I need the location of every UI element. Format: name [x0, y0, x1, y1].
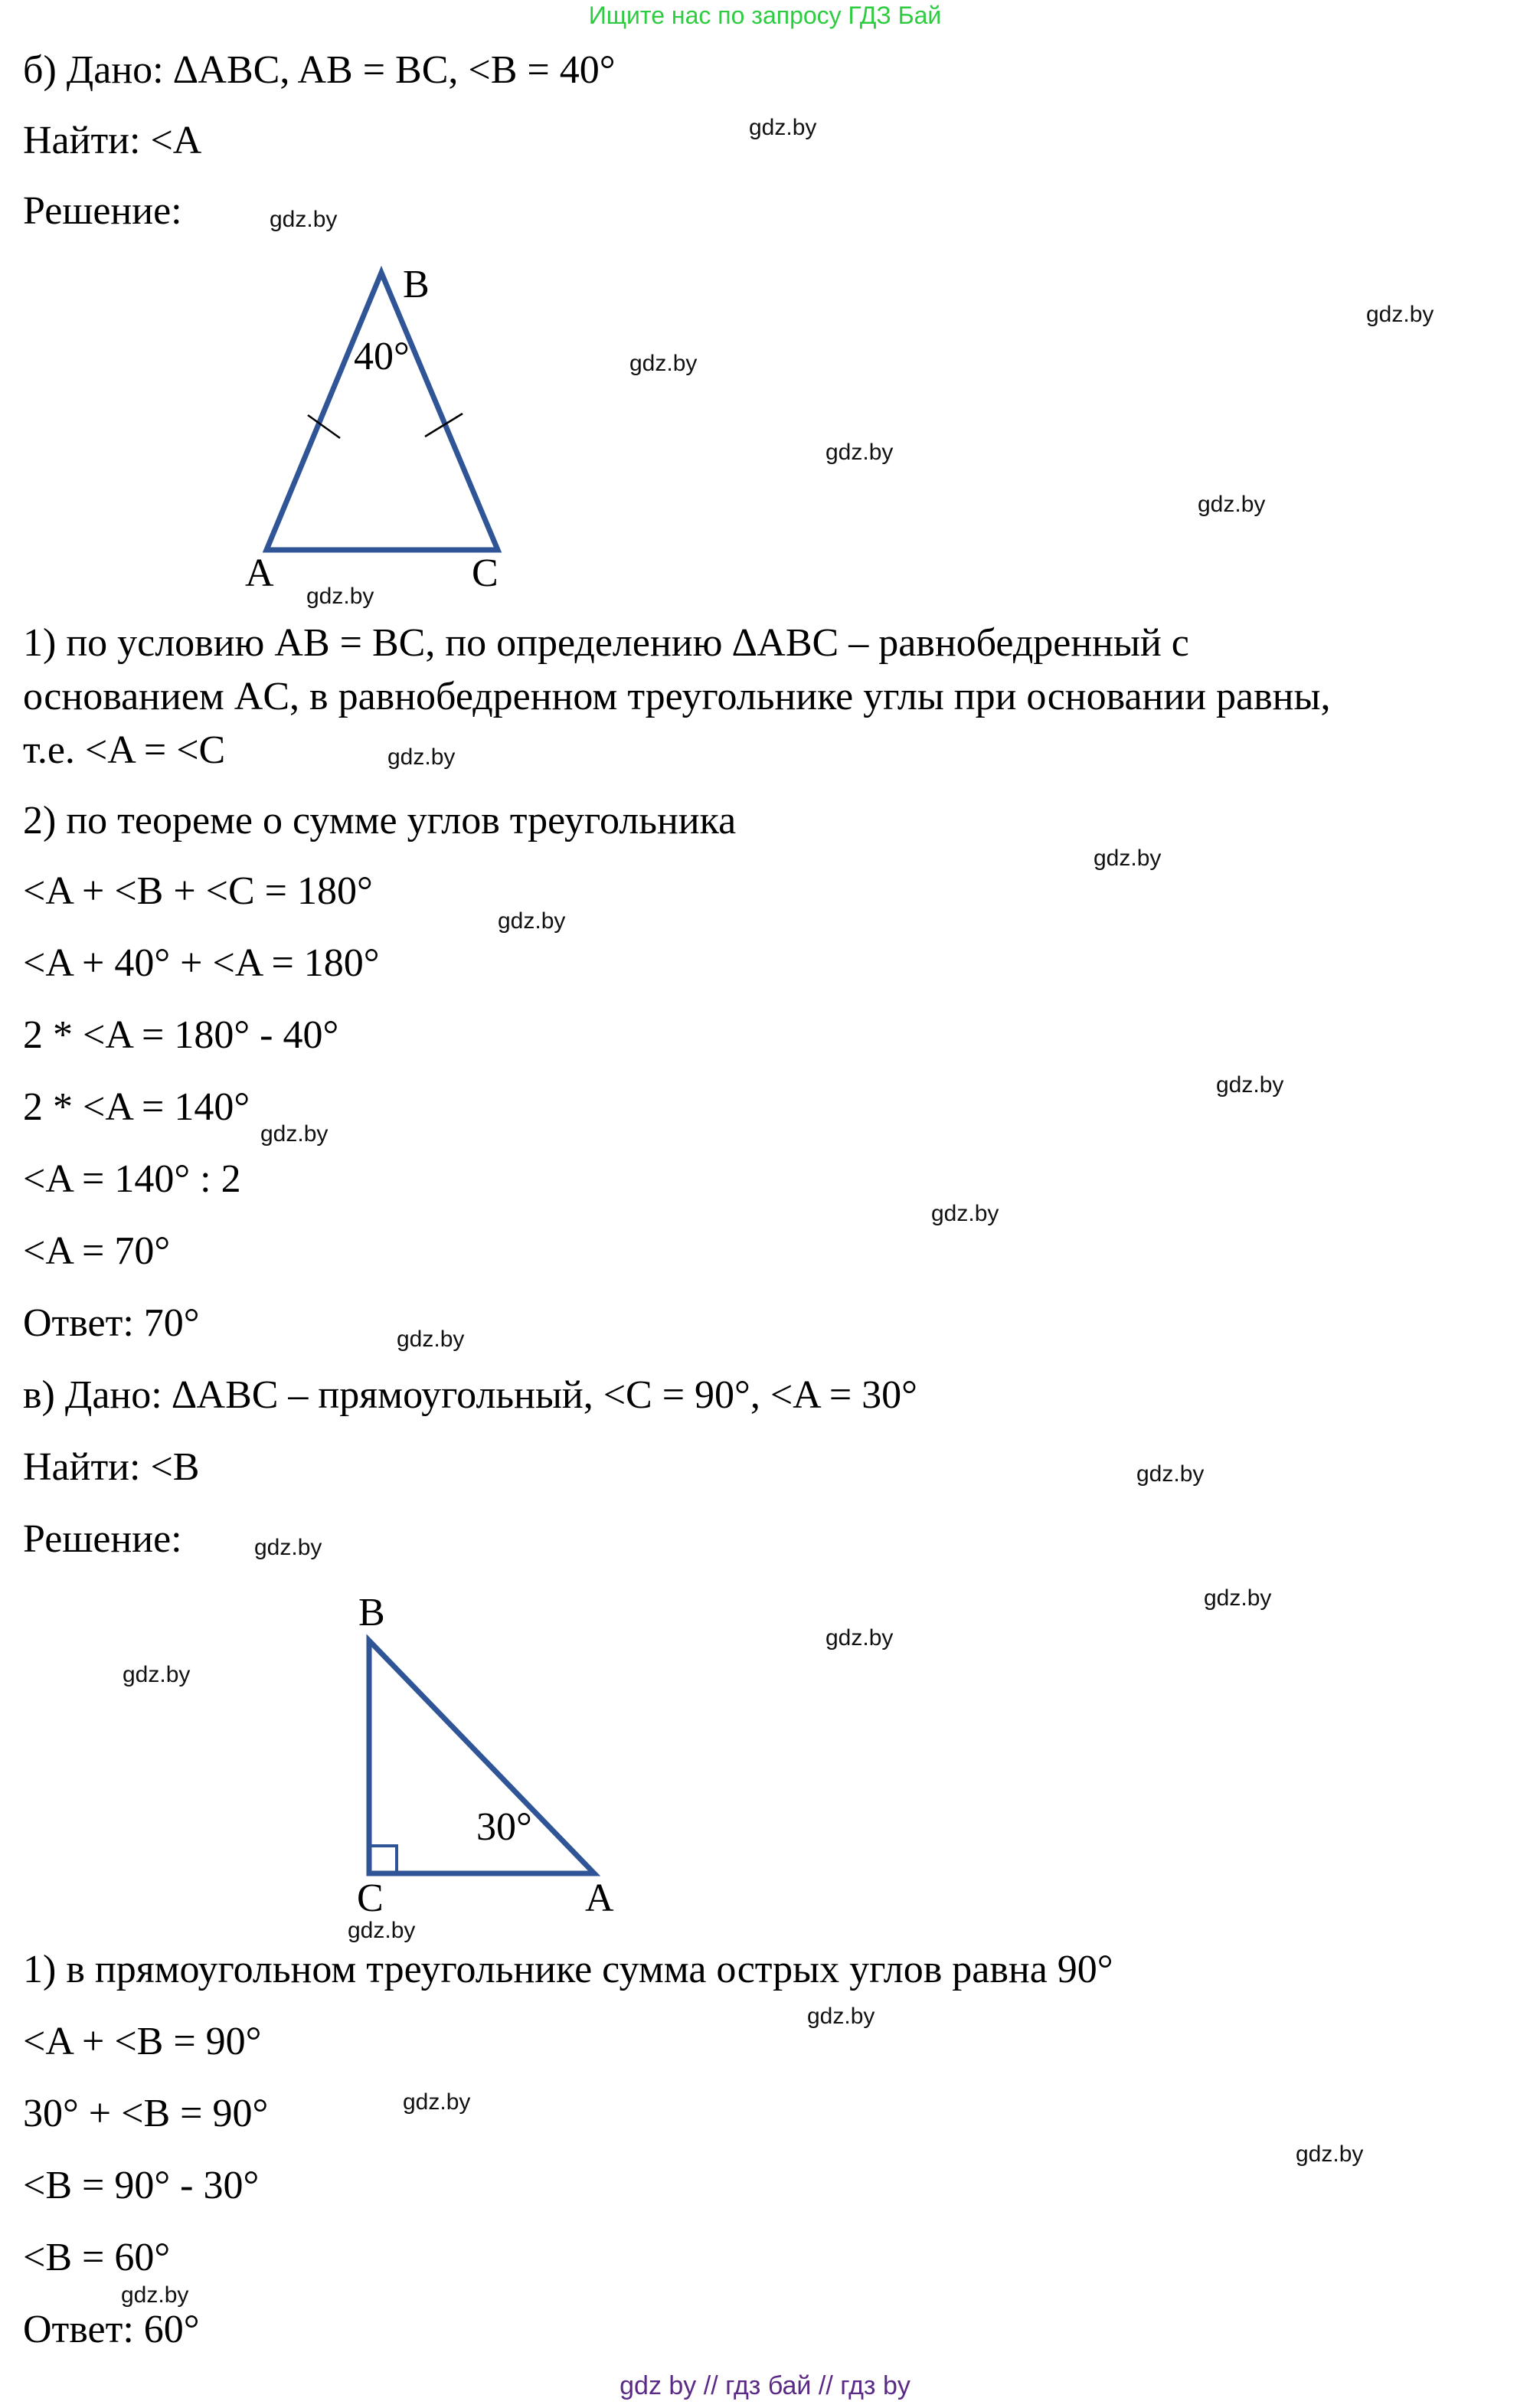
- vertex-label-a: A: [245, 551, 274, 595]
- part-b-answer: Ответ: 70°: [23, 1301, 200, 1345]
- watermark: gdz.by: [121, 2282, 189, 2308]
- watermark: gdz.by: [825, 440, 894, 465]
- watermark: gdz.by: [1216, 1072, 1284, 1098]
- part-b-find: Найти: <A: [23, 119, 202, 162]
- part-b-step1-line3: т.е. <A = <C: [23, 728, 226, 772]
- isosceles-triangle-figure: [0, 0, 1530, 613]
- watermark: gdz.by: [1366, 302, 1434, 327]
- part-b-equation: 2 * <A = 140°: [23, 1085, 250, 1129]
- part-v-equation: 30° + <B = 90°: [23, 2092, 269, 2135]
- watermark: gdz.by: [254, 1535, 322, 1560]
- watermark: gdz.by: [387, 744, 456, 770]
- watermark: gdz.by: [629, 351, 698, 376]
- watermark: gdz.by: [270, 207, 338, 232]
- part-b-equation: <A = 70°: [23, 1229, 171, 1273]
- vertex-label-a: A: [585, 1876, 614, 1920]
- part-v-equation: <B = 90° - 30°: [23, 2164, 260, 2207]
- part-b-step2: 2) по теореме о сумме углов треугольника: [23, 799, 737, 842]
- part-b-equation: <A + <B + <C = 180°: [23, 869, 373, 913]
- header-banner[interactable]: Ищите нас по запросу ГДЗ Бай: [588, 2, 942, 29]
- watermark: gdz.by: [260, 1121, 329, 1147]
- part-b-equation: <A + 40° + <A = 180°: [23, 941, 380, 985]
- watermark: gdz.by: [1204, 1585, 1272, 1611]
- watermark: gdz.by: [1296, 2141, 1364, 2167]
- watermark: gdz.by: [749, 115, 817, 140]
- right-triangle-figure: [0, 1532, 1530, 1945]
- part-v-solution-label: Решение:: [23, 1517, 182, 1561]
- vertex-label-c: C: [472, 551, 499, 595]
- angle-label-a: 30°: [476, 1805, 532, 1849]
- watermark: gdz.by: [498, 908, 566, 934]
- watermark: gdz.by: [403, 2089, 471, 2115]
- part-b-step1-line1: 1) по условию AB = BC, по определению ∆ABC – равнобедренный с: [23, 621, 1189, 665]
- part-b-equation: <A = 140° : 2: [23, 1157, 241, 1201]
- triangle-abc: [266, 273, 498, 550]
- part-b-equation: 2 * <A = 180° - 40°: [23, 1013, 339, 1057]
- part-b-step1-line2: основанием AC, в равнобедренном треугольнике углы при основании равны,: [23, 675, 1331, 718]
- part-v-answer: Ответ: 60°: [23, 2308, 200, 2351]
- part-v-given: в) Дано: ∆ABC – прямоугольный, <C = 90°, <A = 30°: [23, 1373, 917, 1417]
- part-v-equation: <B = 60°: [23, 2236, 171, 2279]
- watermark: gdz.by: [306, 584, 374, 609]
- watermark: gdz.by: [931, 1201, 999, 1226]
- vertex-label-c: C: [357, 1876, 384, 1920]
- watermark: gdz.by: [807, 2004, 875, 2029]
- watermark: gdz.by: [1198, 492, 1266, 517]
- footer-links[interactable]: gdz by // гдз бай // гдз by: [620, 2371, 910, 2400]
- watermark: gdz.by: [1136, 1461, 1205, 1487]
- watermark: gdz.by: [348, 1918, 416, 1943]
- part-v-step1: 1) в прямоугольном треугольнике сумма острых углов равна 90°: [23, 1948, 1113, 1991]
- angle-label-b: 40°: [354, 335, 410, 378]
- right-angle-marker: [369, 1846, 397, 1873]
- part-v-equation: <A + <B = 90°: [23, 2020, 262, 2063]
- watermark: gdz.by: [1094, 846, 1162, 871]
- part-b-given: б) Дано: ∆ABC, AB = BC, <B = 40°: [23, 48, 616, 92]
- watermark: gdz.by: [123, 1662, 191, 1687]
- vertex-label-b: B: [403, 263, 430, 306]
- watermark: gdz.by: [825, 1625, 894, 1651]
- part-b-solution-label: Решение:: [23, 189, 182, 233]
- vertex-label-b: B: [358, 1591, 385, 1634]
- watermark: gdz.by: [397, 1327, 465, 1352]
- part-v-find: Найти: <B: [23, 1445, 200, 1489]
